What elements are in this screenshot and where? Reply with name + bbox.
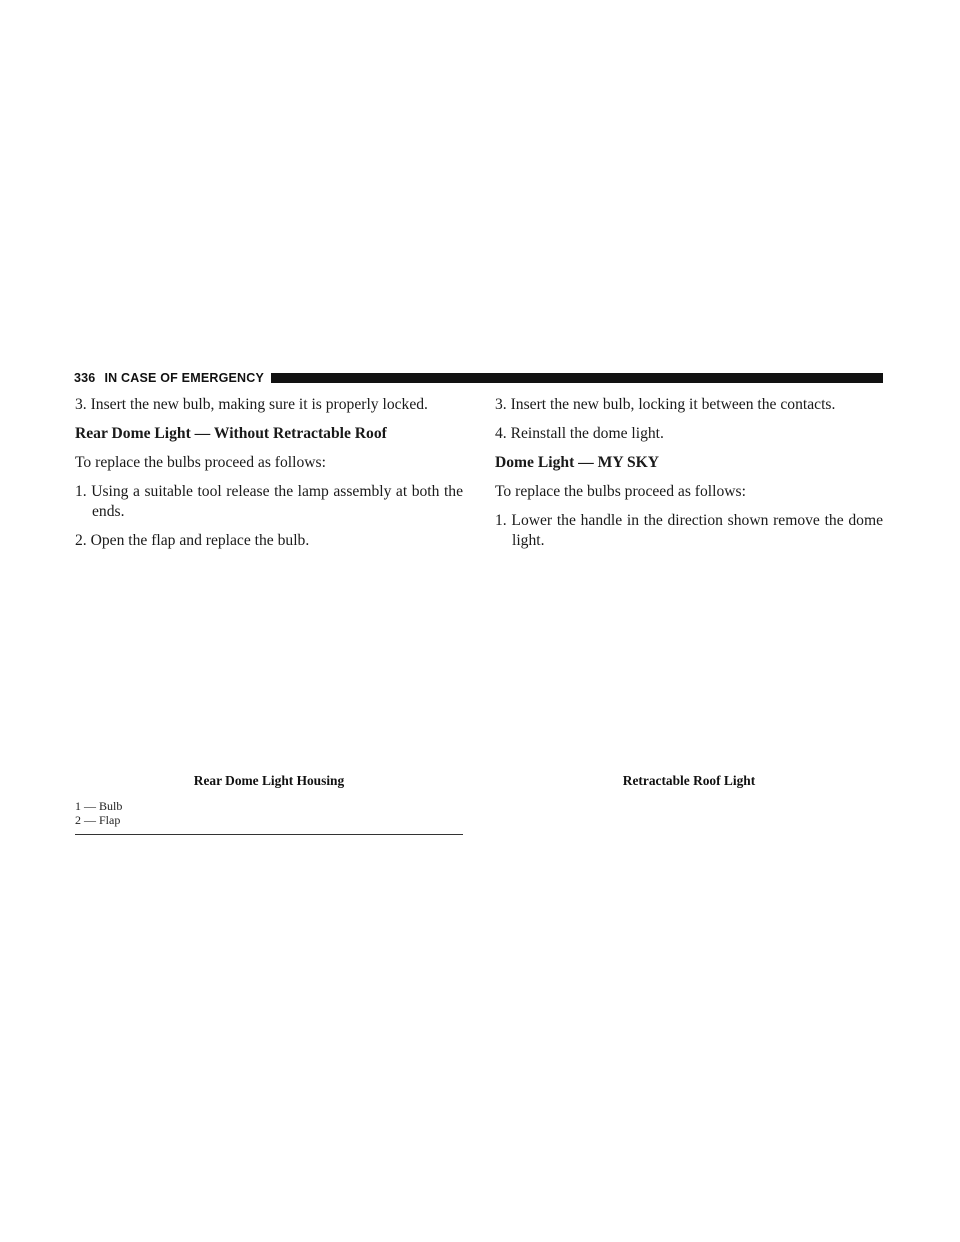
- page-header: [74, 370, 883, 386]
- right-step-1: 1. Lower the handle in the direction shown remove the dome light.: [495, 512, 883, 549]
- right-heading: Dome Light — MY SKY: [495, 454, 660, 471]
- left-step-1: 1. Using a suitable tool release the lamp assembly at both the ends.: [75, 483, 463, 520]
- legend-rule: [75, 834, 463, 835]
- figure-legend: [75, 799, 463, 827]
- retractable-roof-light-figure: [495, 550, 883, 772]
- left-step-2: 2. Open the flap and replace the bulb.: [75, 532, 310, 549]
- legend-item-flap: 2 — Flap: [75, 813, 121, 827]
- right-column: [495, 395, 883, 560]
- right-intro: To replace the bulbs proceed as follows:: [495, 483, 746, 500]
- right-step-4: 4. Reinstall the dome light.: [495, 425, 664, 442]
- right-figure-caption: Retractable Roof Light: [622, 773, 756, 788]
- left-heading: Rear Dome Light — Without Retractable Roof: [75, 425, 387, 442]
- left-intro: To replace the bulbs proceed as follows:: [75, 454, 326, 471]
- legend-item-bulb: 1 — Bulb: [75, 799, 123, 813]
- left-figure-caption: Rear Dome Light Housing: [193, 773, 345, 788]
- section-title: IN CASE OF EMERGENCY: [104, 371, 265, 385]
- rear-dome-light-figure: [75, 550, 463, 772]
- page-number: 336: [74, 371, 96, 385]
- right-step-3: 3. Insert the new bulb, locking it between the contacts.: [495, 396, 836, 413]
- left-step-3: 3. Insert the new bulb, making sure it is properly locked.: [75, 396, 428, 413]
- left-column: [75, 395, 463, 560]
- header-rule: [271, 373, 883, 383]
